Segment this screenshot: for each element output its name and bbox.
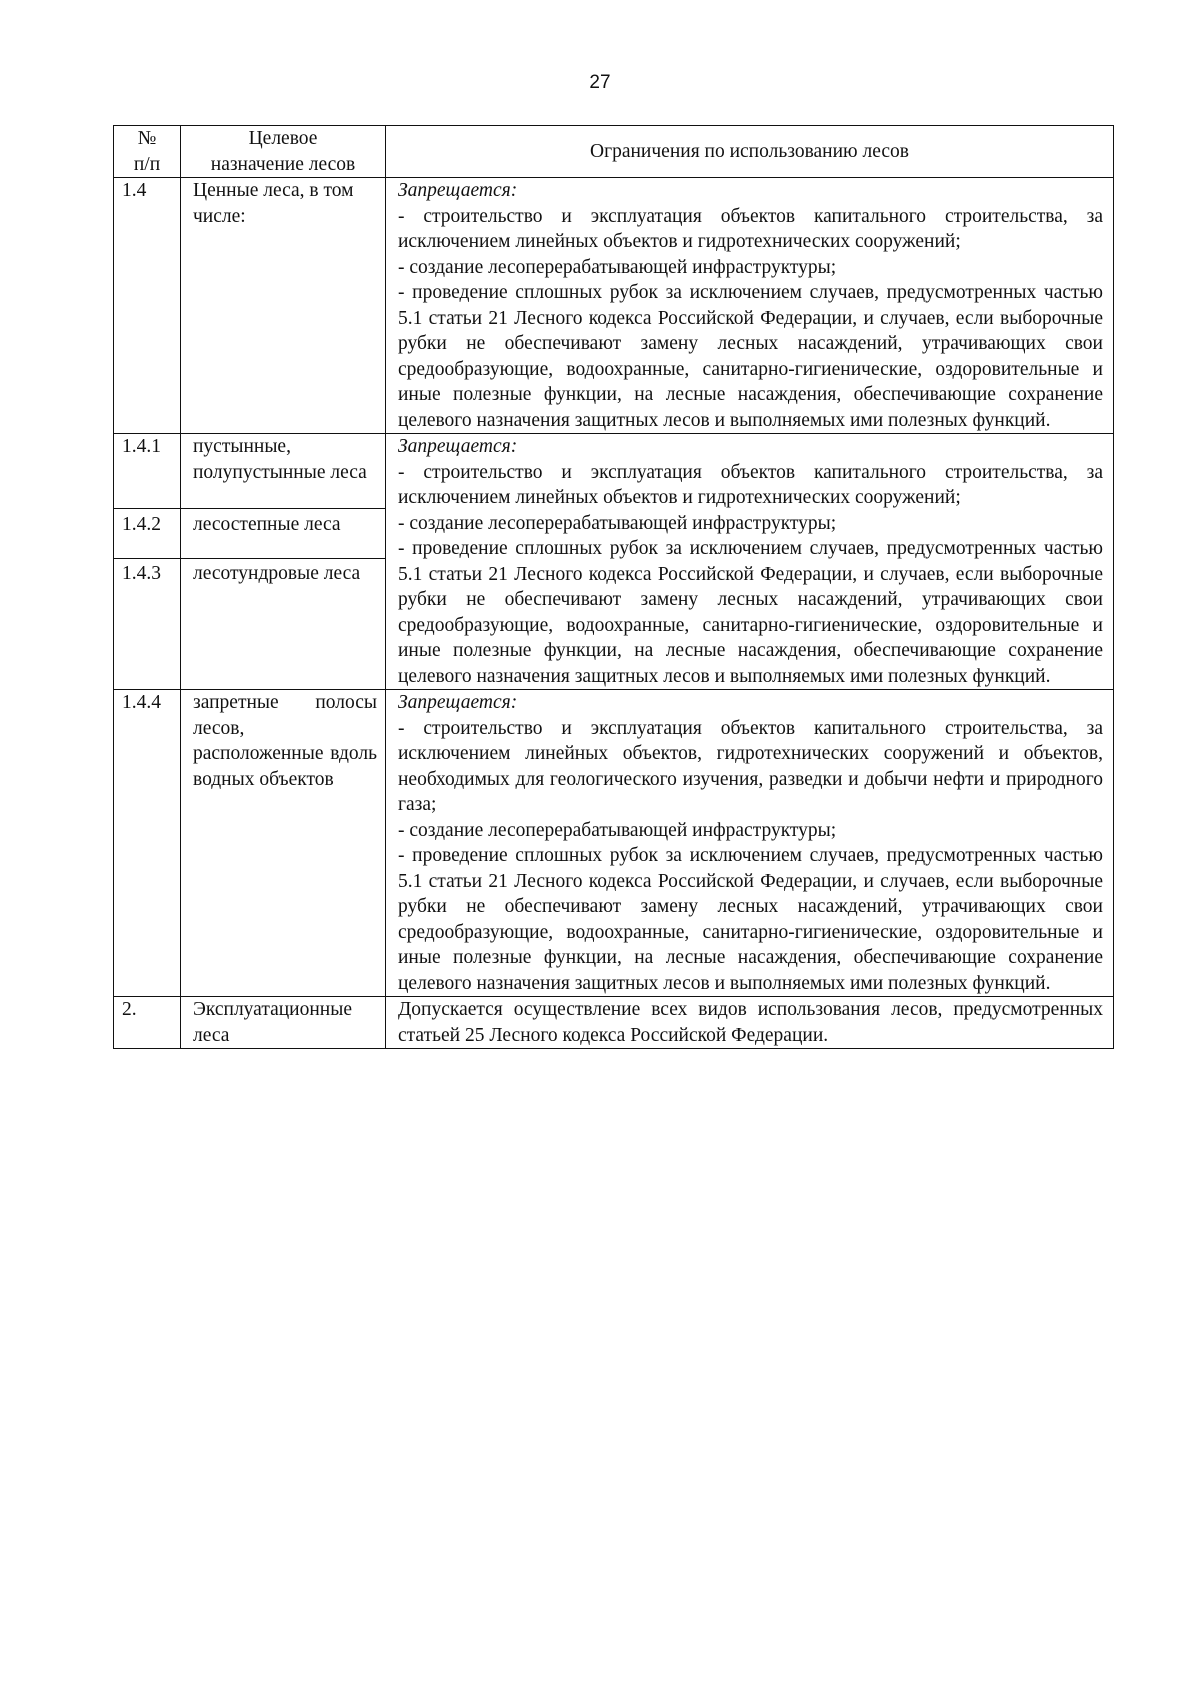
header-restrictions: Ограничения по использованию лесов — [386, 126, 1114, 178]
row-purpose: Эксплуатационные леса — [181, 997, 386, 1049]
row-purpose: лесостепные леса — [181, 509, 386, 559]
header-num-line2: п/п — [133, 153, 161, 175]
restriction-item: - строительство и эксплуатация объектов капитального строительства, за исключением линейных объектов, гидротехнических сооружений и объектов, необходимых для геологического изучения, разведки и добычи нефти и природного газа; — [398, 717, 1103, 815]
restriction-intro: Запрещается: — [398, 180, 518, 201]
row-restrictions — [386, 690, 1114, 997]
restriction-item: - создание лесоперерабатывающей инфраструктуры; — [398, 819, 837, 841]
restriction-item: - проведение сплошных рубок за исключением случаев, предусмотренных частью 5.1 статьи 21 Лесного кодекса Российской Федерации, и случаев, если выборочные рубки не обеспечивают замену лесных насаждений, утрачивающих свои средообразующие, водоохранные, санитарно-гигиенические, оздоровительные и иные полезные функции, на лесные насаждения, обеспечивающие сохранение целевого назначения защитных лесов и выполняемых ими полезных функций. — [398, 845, 1103, 994]
restriction-item: - проведение сплошных рубок за исключением случаев, предусмотренных частью 5.1 статьи 21 Лесного кодекса Российской Федерации, и случаев, если выборочные рубки не обеспечивают замену лесных насаждений, утрачивающих свои средообразующие, водоохранные, санитарно-гигиенические, оздоровительные и иные полезные функции, на лесные насаждения, обеспечивающие сохранение целевого назначения защитных лесов и выполняемых ими полезных функций. — [398, 538, 1103, 687]
header-purpose-line1: Целевое — [248, 128, 318, 149]
page-number: 27 — [589, 72, 611, 93]
row-num: 1.4.2 — [114, 509, 181, 559]
row-restrictions — [386, 178, 1114, 434]
table-row — [114, 434, 1114, 509]
restriction-item: - создание лесоперерабатывающей инфраструктуры; — [398, 256, 837, 278]
table-row — [114, 178, 1114, 434]
restriction-item: - строительство и эксплуатация объектов капитального строительства, за исключением линейных объектов и гидротехнических сооружений; — [398, 461, 1103, 508]
row-purpose: запретные полосы лесов, расположенные вдоль водных объектов — [181, 690, 386, 997]
header-purpose — [181, 126, 386, 178]
restriction-item: - строительство и эксплуатация объектов капитального строительства, за исключением линейных объектов и гидротехнических сооружений; — [398, 205, 1103, 252]
row-purpose: лесотундровые леса — [181, 559, 386, 690]
restriction-intro: Запрещается: — [398, 692, 518, 713]
row-num: 1.4.3 — [114, 559, 181, 690]
row-num: 2. — [114, 997, 181, 1049]
row-purpose: Ценные леса, в том числе: — [181, 178, 386, 434]
restriction-item: - создание лесоперерабатывающей инфраструктуры; — [398, 512, 837, 534]
row-num: 1.4.1 — [114, 434, 181, 509]
table-row — [114, 690, 1114, 997]
row-num: 1.4.4 — [114, 690, 181, 997]
forest-restrictions-table — [113, 125, 1114, 1049]
restriction-item: - проведение сплошных рубок за исключением случаев, предусмотренных частью 5.1 статьи 21 Лесного кодекса Российской Федерации, и случаев, если выборочные рубки не обеспечивают замену лесных насаждений, утрачивающих свои средообразующие, водоохранные, санитарно-гигиенические, оздоровительные и иные полезные функции, на лесные насаждения, обеспечивающие сохранение целевого назначения защитных лесов и выполняемых ими полезных функций. — [398, 282, 1103, 431]
row-num: 1.4 — [114, 178, 181, 434]
table-header-row — [114, 126, 1114, 178]
row-restrictions-merged — [386, 434, 1114, 690]
row-restrictions: Допускается осуществление всех видов использования лесов, предусмотренных статьей 25 Лесного кодекса Российской Федерации. — [386, 997, 1114, 1049]
restriction-intro: Запрещается: — [398, 436, 518, 457]
table-row — [114, 997, 1114, 1049]
header-num — [114, 126, 181, 178]
row-purpose: пустынные, полупустынные леса — [181, 434, 386, 509]
header-num-line1: № — [137, 128, 157, 149]
header-purpose-line2: назначение лесов — [210, 153, 356, 175]
